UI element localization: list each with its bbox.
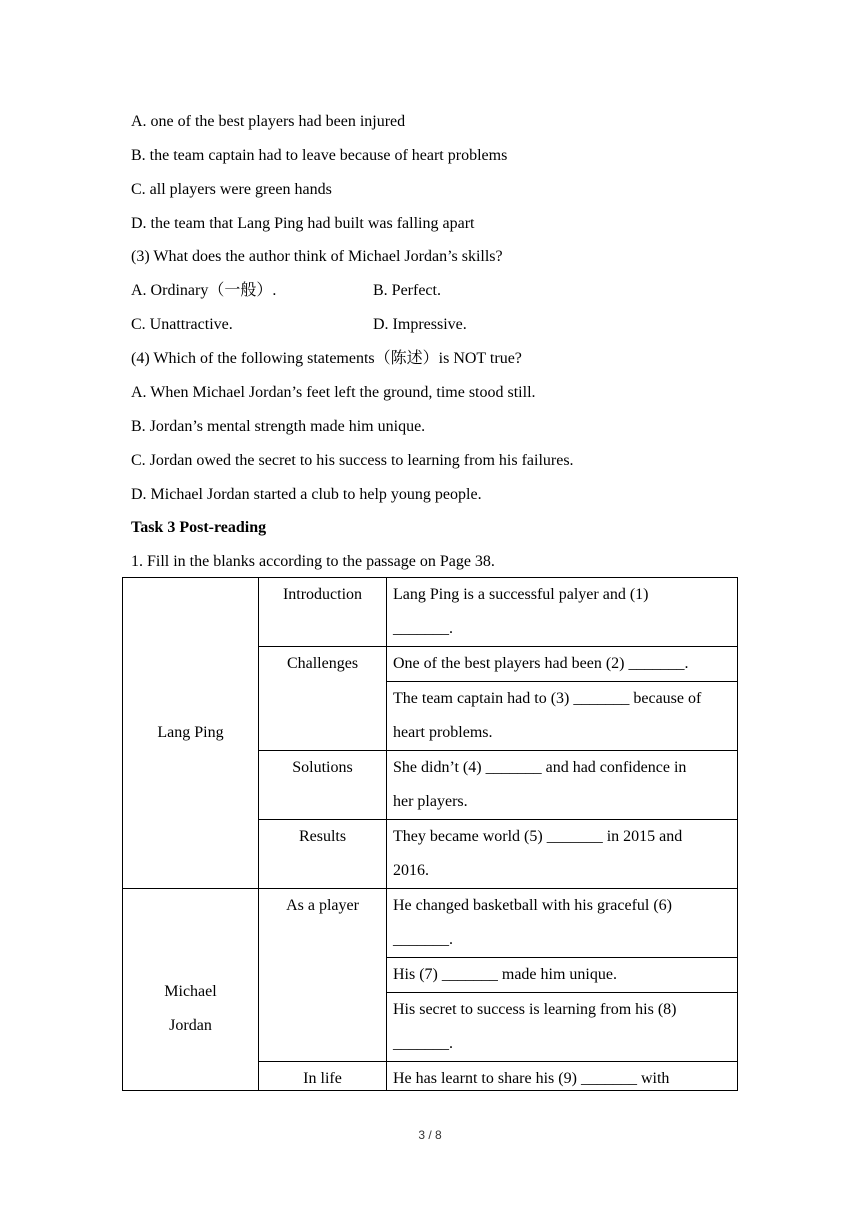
name-line: Jordan bbox=[169, 1017, 212, 1034]
text-line: She didn’t (4) _______ and had confidence in bbox=[393, 759, 687, 776]
player-2-text: His (7) _______ made him unique. bbox=[387, 958, 738, 993]
player-1-text bbox=[387, 889, 738, 958]
lang-ping-cell: Lang Ping bbox=[123, 578, 259, 889]
task3-instruction: 1. Fill in the blanks according to the passage on Page 38. bbox=[131, 553, 495, 570]
text-line: He changed basketball with his graceful (6) bbox=[393, 897, 673, 914]
in-life-label: In life bbox=[259, 1062, 387, 1092]
q4-option-d: D. Michael Jordan started a club to help young people. bbox=[131, 486, 482, 503]
michael-jordan-cell bbox=[123, 889, 259, 1092]
text-line: heart problems. bbox=[393, 724, 493, 741]
table-row bbox=[123, 578, 738, 647]
summary-table bbox=[122, 577, 738, 1091]
solutions-text bbox=[387, 751, 738, 820]
table-bottom-border bbox=[122, 1090, 738, 1091]
player-3-text bbox=[387, 993, 738, 1062]
q2-option-c: C. all players were green hands bbox=[131, 181, 332, 198]
text-line: her players. bbox=[393, 793, 468, 810]
q3-question: (3) What does the author think of Michael Jordan’s skills? bbox=[131, 248, 503, 265]
q3-option-b: B. Perfect. bbox=[373, 282, 441, 299]
q3-option-a: A. Ordinary（一般）. bbox=[131, 282, 277, 299]
text-line: 2016. bbox=[393, 862, 429, 879]
challenges-label: Challenges bbox=[259, 647, 387, 751]
introduction-label: Introduction bbox=[259, 578, 387, 647]
page-number: 3 / 8 bbox=[418, 1128, 442, 1142]
results-text bbox=[387, 820, 738, 889]
text-line: He has learnt to share his (9) _______ with bbox=[393, 1070, 670, 1087]
text-line: _______. bbox=[393, 931, 453, 948]
task3-heading: Task 3 Post-reading bbox=[131, 519, 267, 536]
results-label: Results bbox=[259, 820, 387, 889]
q2-option-a: A. one of the best players had been injured bbox=[131, 113, 406, 130]
challenge-2-text bbox=[387, 682, 738, 751]
q4-option-a: A. When Michael Jordan’s feet left the ground, time stood still. bbox=[131, 384, 536, 401]
introduction-text bbox=[387, 578, 738, 647]
challenge-1-text: One of the best players had been (2) _______. bbox=[387, 647, 738, 682]
name-line: Michael bbox=[164, 983, 217, 1000]
as-player-label: As a player bbox=[259, 889, 387, 1062]
text-line: _______. bbox=[393, 620, 453, 637]
q2-option-d: D. the team that Lang Ping had built was falling apart bbox=[131, 215, 475, 232]
solutions-label: Solutions bbox=[259, 751, 387, 820]
q4-option-c: C. Jordan owed the secret to his success to learning from his failures. bbox=[131, 452, 574, 469]
text-line: They became world (5) _______ in 2015 and bbox=[393, 828, 683, 845]
text-line: His secret to success is learning from his (8) bbox=[393, 1001, 677, 1018]
life-text bbox=[387, 1062, 738, 1092]
table-row bbox=[123, 889, 738, 958]
text-line: Lang Ping is a successful palyer and (1) bbox=[393, 586, 649, 603]
text-line: The team captain had to (3) _______ because of bbox=[393, 690, 702, 707]
q4-option-b: B. Jordan’s mental strength made him unique. bbox=[131, 418, 426, 435]
q2-option-b: B. the team captain had to leave because of heart problems bbox=[131, 147, 508, 164]
q4-question: (4) Which of the following statements（陈述）is NOT true? bbox=[131, 350, 522, 367]
text-line: _______. bbox=[393, 1035, 453, 1052]
q3-option-d: D. Impressive. bbox=[373, 316, 467, 333]
q3-option-c: C. Unattractive. bbox=[131, 316, 233, 333]
